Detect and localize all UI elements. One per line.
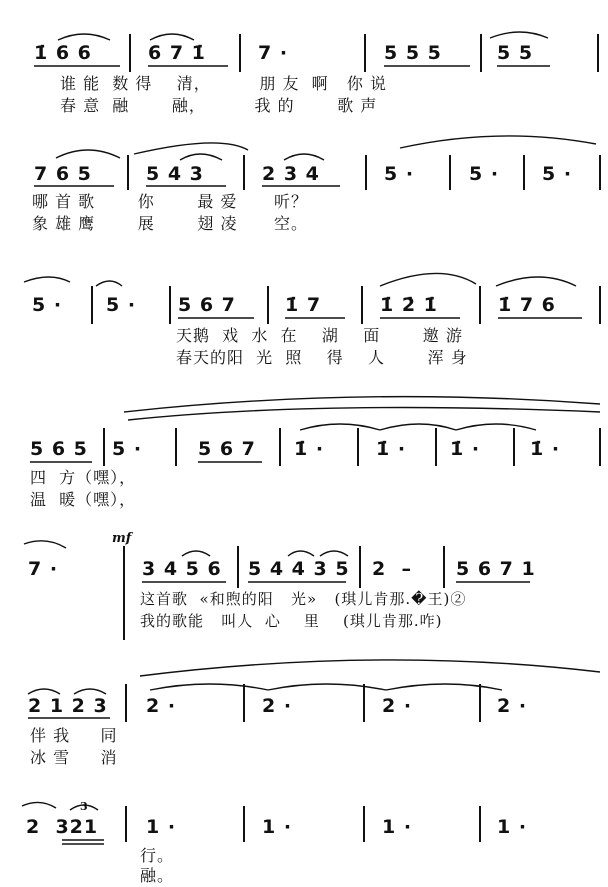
measure-7-notes: 1̇ · [530, 438, 561, 460]
measure-4-notes: 2 – [372, 558, 412, 580]
measure-6-notes: 1̇ 7 6 [498, 294, 556, 316]
measure-3-notes: 2 · [262, 695, 293, 717]
lyric-verse-2: 春天的阳 光 照 得 人 浑 身 [176, 348, 468, 367]
dynamic-marking: mf [112, 531, 132, 546]
measure-3-notes: 5 6 7 [198, 438, 256, 460]
lyric-verse-2: 温 暖（嘿）， [30, 490, 137, 509]
measure-2-notes: 5 · [112, 438, 143, 460]
measure-4-notes: 2 · [382, 695, 413, 717]
lyric-verse-1: 四 方（嘿）， [30, 468, 137, 487]
lyric-verse-1: 哪 首 歌 你 最 爱 听？ [32, 192, 308, 211]
barlines-system-4 [104, 428, 600, 466]
lyric-verse-2: 象 雄 鹰 展 翅 凌 空。 [32, 214, 308, 233]
measure-1-notes: 7 · [28, 558, 59, 580]
lyric-verse-1: 天鹅 戏 水 在 湖 面 邀 游 [176, 326, 463, 345]
lyric-verse-2: 冰 雪 消 [30, 748, 118, 767]
measure-5-notes: 5 6 7 1 [456, 558, 536, 580]
measure-2-notes: 6 7 1̇ [148, 42, 206, 64]
measure-5-notes: 2 · [497, 695, 528, 717]
barlines-system-2 [128, 155, 600, 190]
measure-5-notes: 1̇ 2̇ 1̇ [380, 294, 438, 316]
measure-2-notes: 1 · [146, 816, 177, 838]
measure-4-notes: 5 5 5 [384, 42, 442, 64]
measure-5-notes: 1 · [497, 816, 528, 838]
tuplet-marking: 3 [80, 800, 88, 813]
measure-1-notes: 5 6 5 [30, 438, 88, 460]
measure-5-notes: 5 · [469, 163, 500, 185]
lyric-verse-1: 这首歌 «和煦的阳 光» (琪儿肯那.�王)② [140, 590, 467, 608]
measure-1-notes: 1̇ 6 6 [34, 42, 92, 64]
measure-5-notes: 1̇ · [376, 438, 407, 460]
measure-3-notes: 2 3 4 [262, 163, 320, 185]
measure-1-notes: 5 · [32, 294, 63, 316]
measure-2-notes: 3 4 5 6 [142, 558, 222, 580]
measure-4-notes: 1 · [382, 816, 413, 838]
lyric-verse-1: 谁 能 数 得 清， 朋 友 啊 你 说 [60, 74, 387, 93]
measure-2-notes: 5 · [106, 294, 137, 316]
measure-3-notes: 7 · [258, 42, 289, 64]
measure-5-notes: 5 5 [497, 42, 534, 64]
lyric-verse-1: 行。 [140, 846, 175, 865]
measure-6-notes: 1̇ · [450, 438, 481, 460]
lyric-verse-2: 我的歌能 叫人 心 里 (琪儿肯那.咋) [140, 612, 443, 630]
lyric-verse-2: 融。 [140, 866, 175, 885]
measure-1-notes: 7 6 5 [34, 163, 92, 185]
lyric-verse-2: 春 意 融 融， 我 的 歌 声 [60, 96, 378, 115]
measure-4-notes: 1̇ · [294, 438, 325, 460]
measure-2-notes: 2 · [146, 695, 177, 717]
measure-4-notes: 1̇ 7 [285, 294, 322, 316]
barlines-system-7 [126, 806, 480, 842]
measure-1-notes: 2 321 [26, 816, 99, 838]
lyric-verse-1: 伴 我 同 [30, 726, 118, 745]
measure-6-notes: 5 · [542, 163, 573, 185]
measure-3-notes: 1 · [262, 816, 293, 838]
barlines-system-6 [126, 684, 480, 722]
measure-3-notes: 5 6 7 [178, 294, 236, 316]
measure-2-notes: 5 4 3 [146, 163, 204, 185]
measure-3-notes: 5 4 4 3 5 [248, 558, 350, 580]
barlines-system-5 [124, 546, 444, 640]
measure-4-notes: 5 · [384, 163, 415, 185]
measure-1-notes: 2 1 2 3 [28, 695, 108, 717]
